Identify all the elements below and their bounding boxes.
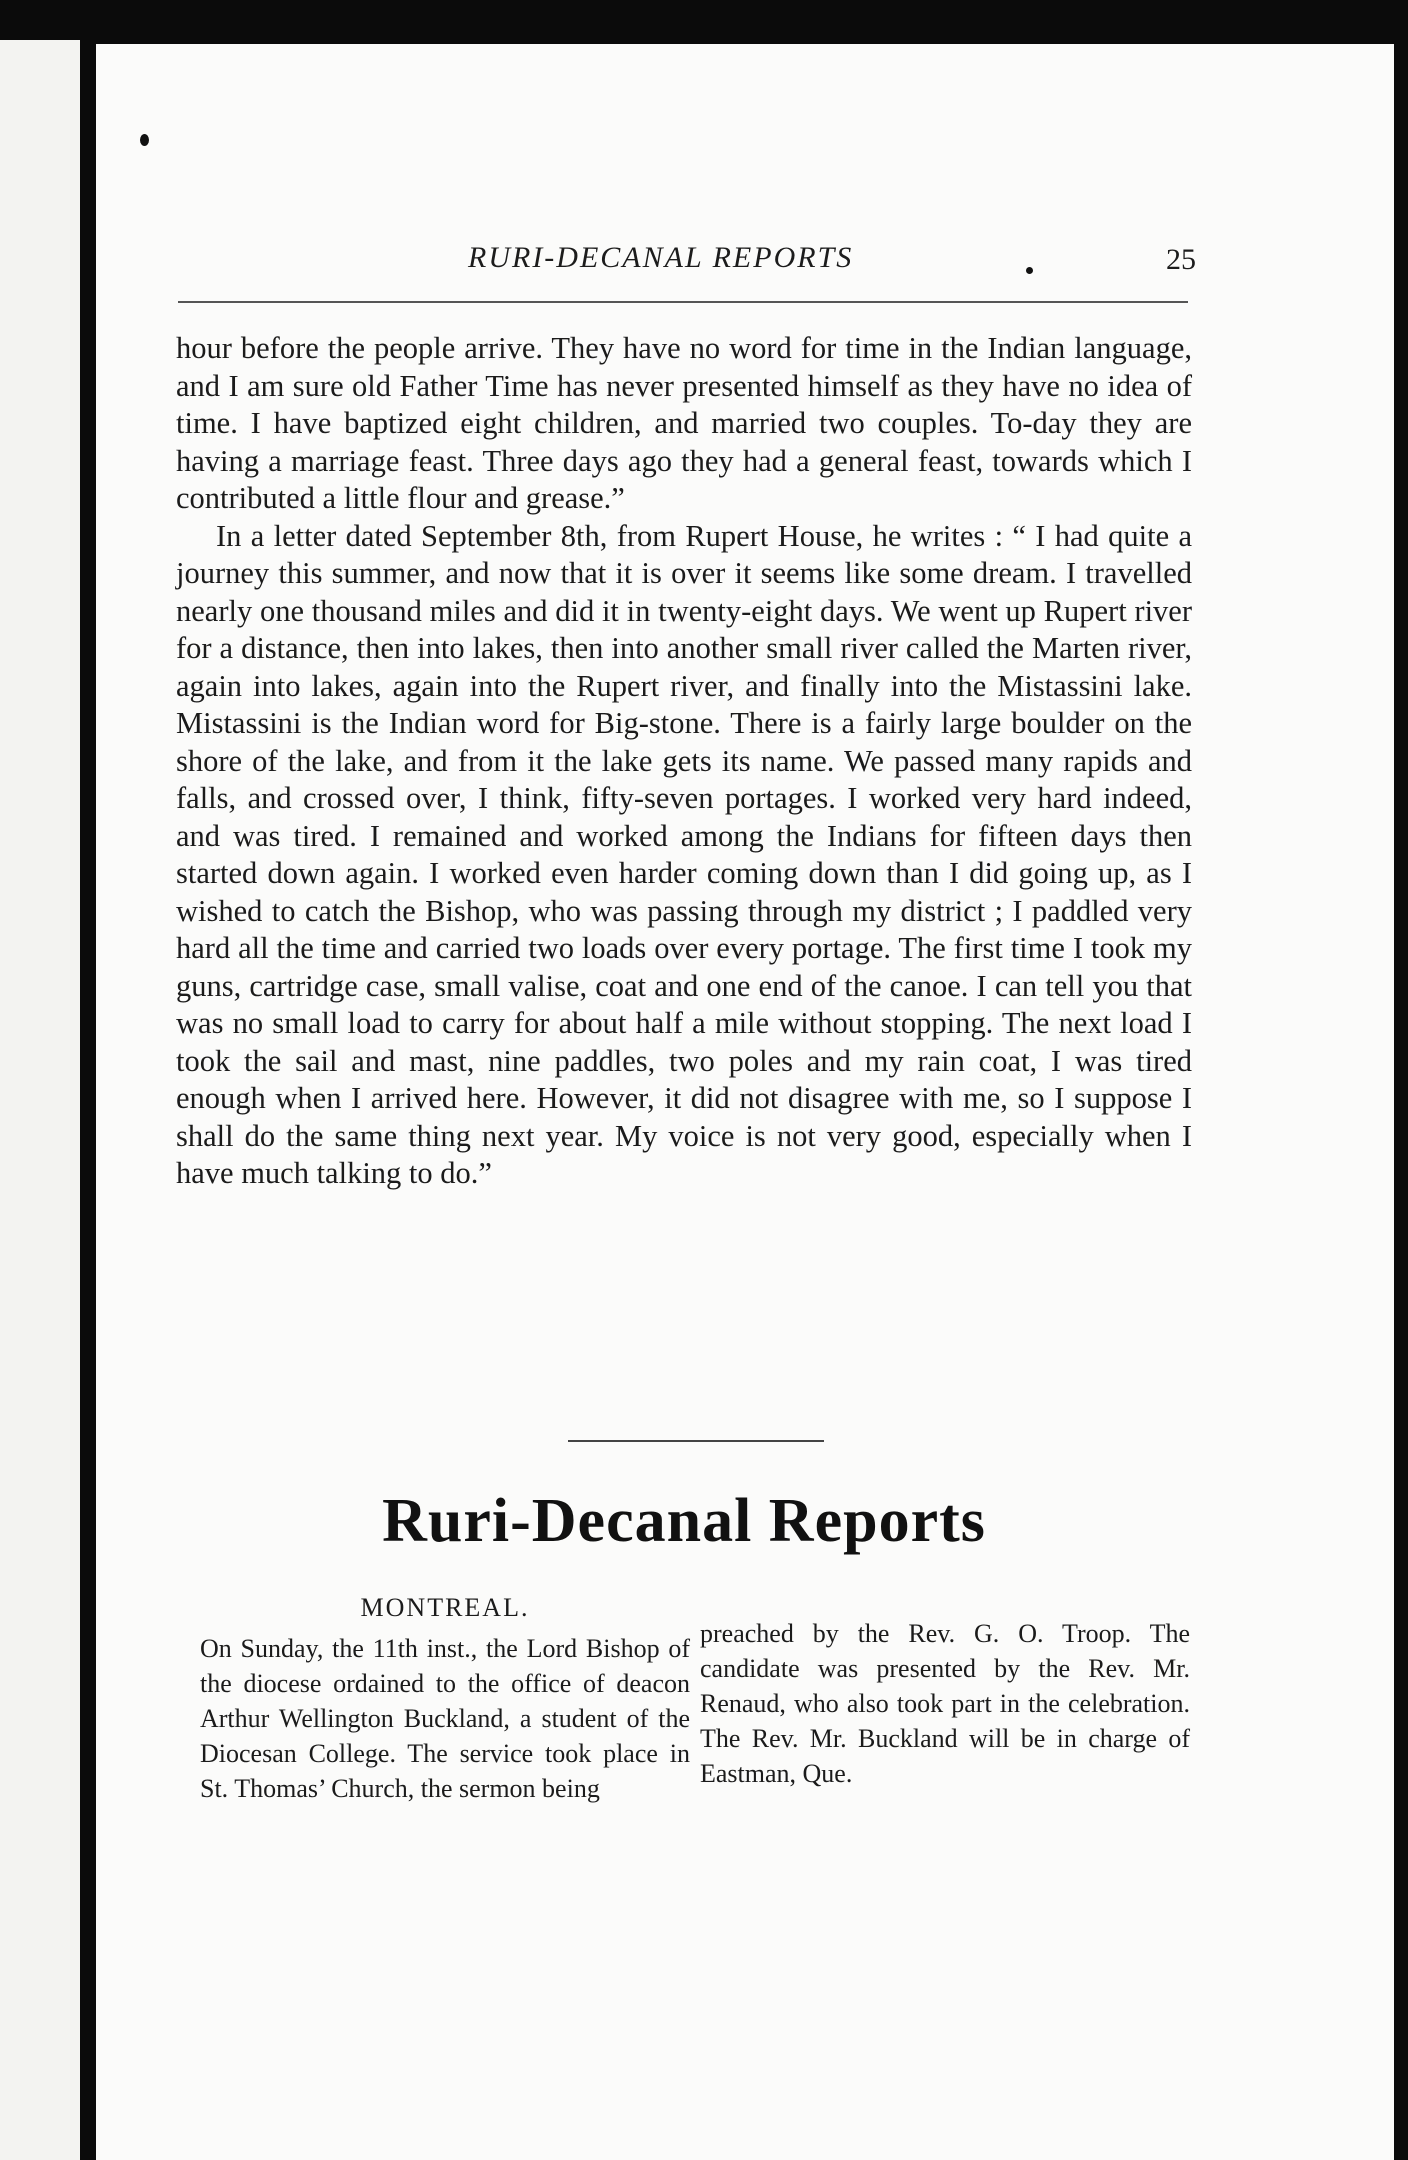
margin-dot bbox=[140, 134, 149, 146]
left-column bbox=[200, 1590, 690, 1806]
adjacent-page-edge bbox=[0, 40, 80, 2160]
paragraph-1: hour before the people arrive. They have no word for time in the Indian language, and I am sure old Father Time has never presented himself as they have no idea of time. I have baptized eight children, and married two couples. To-day they are having a marriage feast. Three days ago they had a general feast, towards which I contributed a little flour and grease.” bbox=[176, 331, 1192, 515]
right-column bbox=[700, 1616, 1190, 1791]
header-rule bbox=[178, 301, 1188, 303]
right-column-text: preached by the Rev. G. O. Troop. The candidate was presented by the Rev. Mr. Renaud, who also took part in the celebration. The Rev. Mr. Buckland will be in charge of Eastman, Que. bbox=[700, 1619, 1190, 1788]
paragraph-2: In a letter dated September 8th, from Rupert House, he writes : “ I had quite a journey this summer, and now that it is over it seems like some dream. I travelled nearly one thousand miles and did it in twenty-eight days. We went up Rupert river for a distance, then into lakes, then into another small river called the Marten river, again into lakes, again into the Rupert river, and finally into the Mistassini lake. Mistassini is the Indian word for Big-stone. There is a fairly large boulder on the shore of the lake, and from it the lake gets its name. We passed many rapids and falls, and crossed over, I think, fifty-seven portages. I worked very hard indeed, and was tired. I remained and worked among the Indians for fifteen days then started down again. I worked even harder coming down than I did going up, as I wished to catch the Bishop, who was passing through my district ; I paddled very hard all the time and carried two loads over every portage. The first time I took my guns, cartridge case, small valise, coat and one end of the canoe. I can tell you that was no small load to carry for about half a mile without stopping. The next load I took the sail and mast, nine paddles, two poles and my rain coat, I was tired enough when I arrived here. However, it did not disagree with me, so I suppose I shall do the same thing next year. My voice is not very good, especially when I have much talking to do.” bbox=[176, 518, 1192, 1190]
left-column-text: On Sunday, the 11th inst., the Lord Bishop of the diocese ordained to the office of deacon Arthur Wellington Buckland, a student of the Diocesan College. The service took place in St. Thomas’ Church, the sermon being bbox=[200, 1634, 690, 1803]
page-number: 25 bbox=[1166, 243, 1196, 276]
running-head-dot bbox=[1026, 267, 1033, 274]
section-divider bbox=[568, 1440, 824, 1442]
section-subheading: MONTREAL. bbox=[360, 1593, 530, 1622]
section-heading: Ruri-Decanal Reports bbox=[382, 1487, 986, 1555]
running-head-title: RURI-DECANAL REPORTS bbox=[468, 241, 854, 274]
running-head bbox=[176, 241, 1196, 301]
body-text bbox=[176, 330, 1192, 1193]
